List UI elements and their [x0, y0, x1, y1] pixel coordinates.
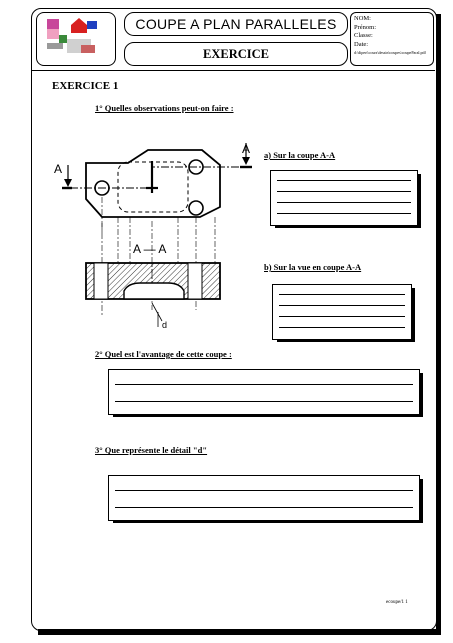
document-subtitle: EXERCICE — [124, 42, 348, 66]
document-title: COUPE A PLAN PARALLELES — [124, 12, 348, 36]
cut-label-right: A — [242, 142, 251, 156]
section-pocket — [124, 283, 184, 299]
question-1: 1° Quelles observations peut-on faire : — [95, 103, 234, 113]
answer-box-2[interactable] — [108, 369, 420, 415]
info-prenom: Prénom: — [354, 23, 377, 31]
question-1a: a) Sur la coupe A-A — [264, 150, 336, 160]
logo — [36, 12, 116, 66]
question-1b: b) Sur la vue en coupe A-A — [264, 262, 362, 272]
hole-bottom-right — [189, 201, 203, 215]
cutting-plane — [70, 167, 250, 188]
cut-label-left: A — [54, 162, 63, 176]
student-info-box — [350, 12, 434, 66]
info-path: d:\dipert\cours\dessin\coupes\coupeParal.pdf — [354, 50, 426, 55]
answer-box-1a[interactable] — [270, 170, 418, 226]
footer-page-ref: ecoupe/1 1 — [386, 600, 408, 605]
answer-box-1b[interactable] — [272, 284, 412, 340]
question-3: 3° Que représente le détail "d" — [95, 445, 208, 455]
info-date: Date: — [354, 40, 369, 48]
info-classe: Classe: — [354, 32, 373, 39]
technical-drawing — [50, 135, 260, 335]
arrow-down-right-icon — [242, 157, 250, 165]
arrow-down-left-icon — [64, 179, 72, 187]
question-2: 2° Quel est l'avantage de cette coupe : — [95, 349, 232, 359]
detail-label: d — [162, 320, 168, 330]
answer-box-3[interactable] — [108, 475, 420, 521]
section-label: A — A — [133, 242, 167, 256]
logo-graphic — [37, 13, 115, 65]
exercise-title: EXERCICE 1 — [52, 80, 119, 92]
info-nom: NOM: — [354, 15, 371, 22]
header-divider — [31, 70, 435, 71]
